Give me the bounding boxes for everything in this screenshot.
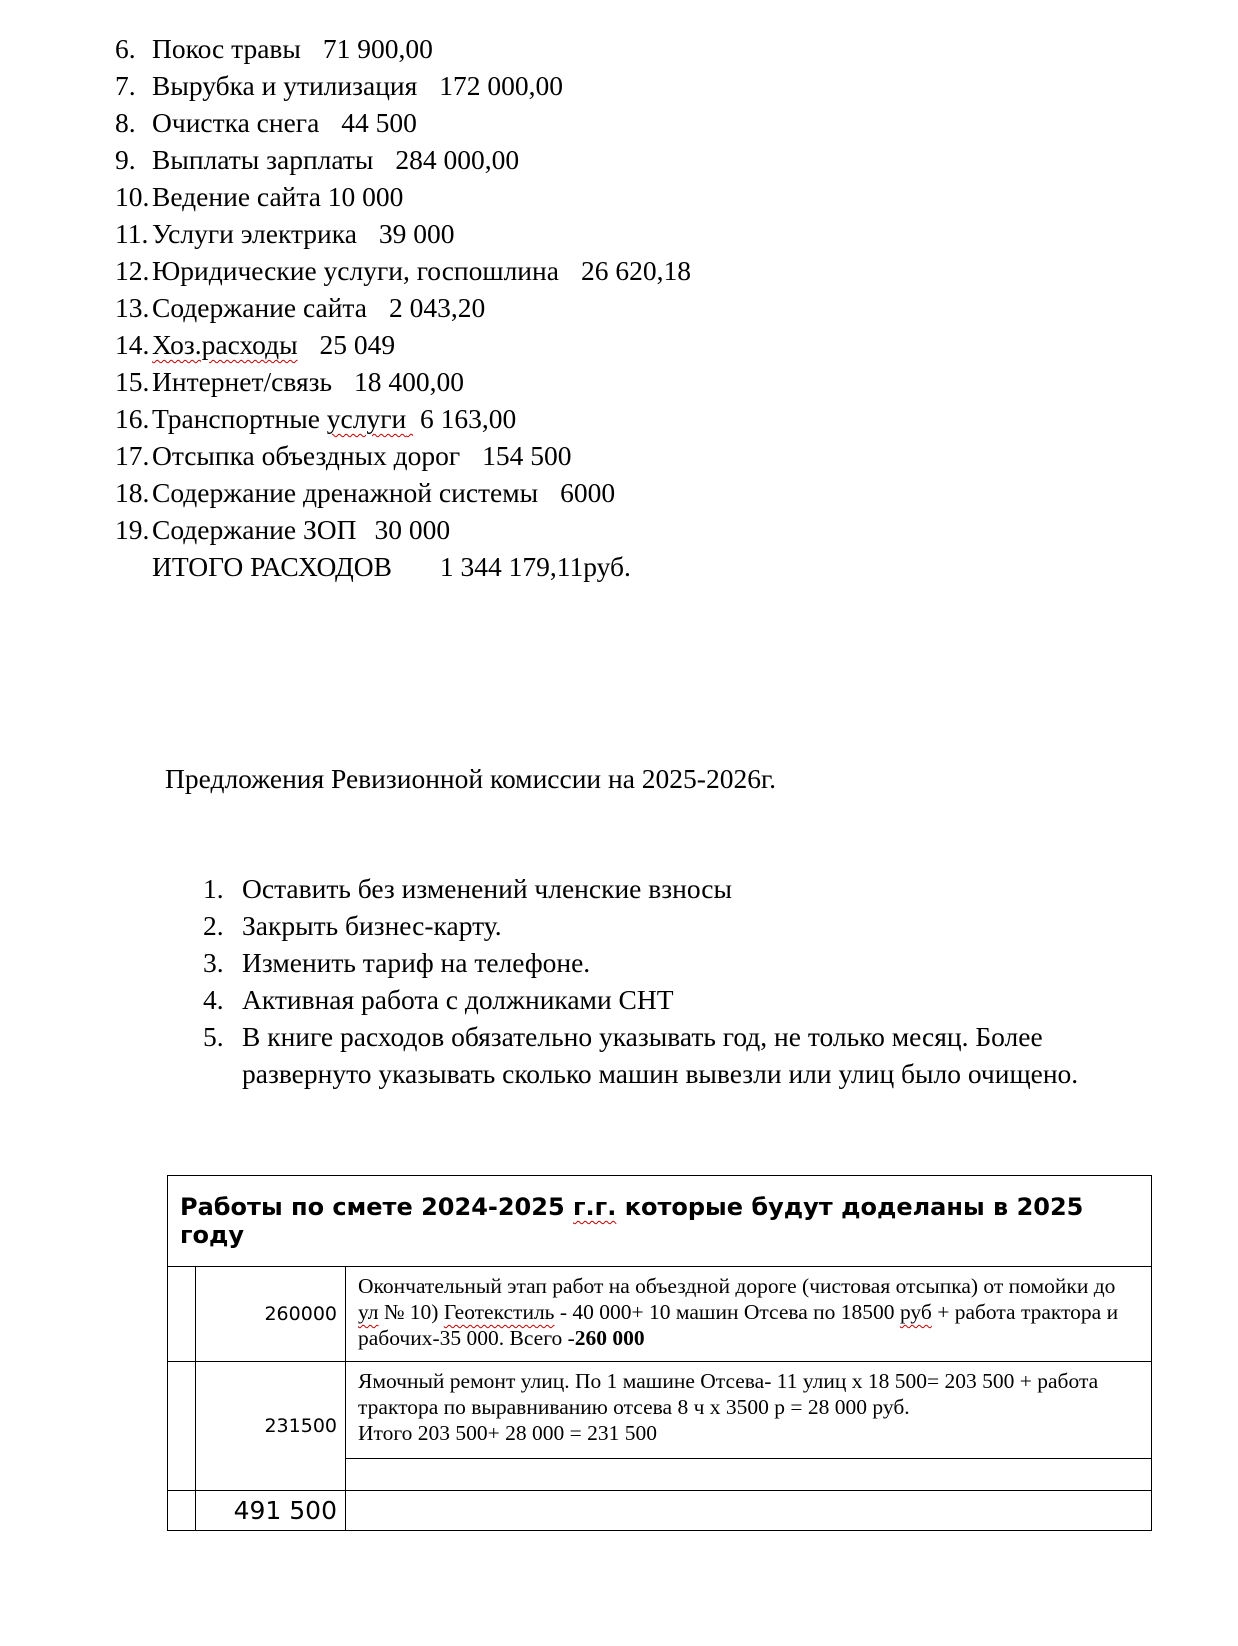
expense-item: 15.Интернет/связь 18 400,00 xyxy=(115,366,465,397)
works-table xyxy=(167,1175,1152,1531)
expense-label: Ведение сайта xyxy=(152,181,321,212)
expense-amount: 10 000 xyxy=(327,181,404,212)
works-table-header-row xyxy=(168,1176,1152,1267)
proposal-item: 3. Изменить тариф на телефоне. xyxy=(203,947,591,978)
table-total-row xyxy=(168,1491,1152,1531)
row-description: Окончательный этап работ на объездной дороге (чистовая отсыпка) от помойки до ул № 10) Геотекстиль - 40 000+ 10 машин Отсева по 18500 руб + работа трактора и рабочих-35 000. Всего -260 000 xyxy=(346,1267,1152,1362)
expense-item: 9. Выплаты зарплаты 284 000,00 xyxy=(115,144,520,175)
expense-label: Услуги электрика xyxy=(152,218,357,249)
expense-item: 7. Вырубка и утилизация 172 000,00 xyxy=(115,70,564,101)
proposal-item: 4. Активная работа с должниками СНТ xyxy=(203,984,674,1015)
row-sum: 260000 xyxy=(196,1267,346,1362)
proposal-item: 1. Оставить без изменений членские взносы xyxy=(203,873,732,904)
expense-total-amount: 1 344 179,11руб. xyxy=(439,551,631,582)
proposals-list xyxy=(203,870,1163,1092)
expense-amount: 6000 xyxy=(560,477,616,508)
expense-item: 11. Услуги электрика 39 000 xyxy=(115,218,455,249)
expense-amount: 284 000,00 xyxy=(395,144,520,175)
expense-total-label: ИТОГО РАСХОДОВ xyxy=(152,551,392,582)
expense-label: Содержание сайта xyxy=(152,292,367,323)
expense-item: 18.Содержание дренажной системы 6000 xyxy=(115,477,616,508)
expense-list xyxy=(115,30,691,585)
expense-amount: 44 500 xyxy=(341,107,417,138)
expense-item: 16.Транспортные услуги 6 163,00 xyxy=(115,403,517,434)
blank-cell xyxy=(346,1459,1152,1491)
expense-label: Юридические услуги, госпошлина xyxy=(152,255,559,286)
expense-amount: 30 000 xyxy=(374,514,451,545)
expense-item: 13.Содержание сайта 2 043,20 xyxy=(115,292,486,323)
works-total: 491 500 xyxy=(196,1491,346,1531)
expense-label-underlined: услуги xyxy=(326,403,407,434)
expense-item: 14.Хоз.расходы 25 049 xyxy=(115,329,396,360)
expense-label: Содержание дренажной системы xyxy=(152,477,539,508)
expense-label: Покос травы xyxy=(152,33,301,64)
expense-amount: 2 043,20 xyxy=(389,292,486,323)
expense-label: Отсыпка объездных дорог xyxy=(152,440,461,471)
expense-amount: 25 049 xyxy=(319,329,396,360)
expense-amount: 26 620,18 xyxy=(580,255,691,286)
expense-amount: 39 000 xyxy=(378,218,455,249)
expense-label: Содержание ЗОП xyxy=(152,514,357,545)
expense-item: 6. Покос травы 71 900,00 xyxy=(115,33,433,64)
proposals-title: Предложения Ревизионной комиссии на 2025-2026г. xyxy=(165,763,777,794)
proposal-item: 2. Закрыть бизнес-карту. xyxy=(203,910,502,941)
row-sum: 231500 xyxy=(196,1362,346,1491)
expense-amount: 71 900,00 xyxy=(322,33,433,64)
blank-cell xyxy=(168,1491,196,1531)
expense-label: Транспортные xyxy=(152,403,320,434)
works-table-title: Работы по смете 2024-2025 г.г. которые будут доделаны в 2025 году xyxy=(168,1176,1152,1267)
expense-amount: 172 000,00 xyxy=(439,70,564,101)
expense-total xyxy=(115,548,691,585)
expense-item: 8. Очистка снега 44 500 xyxy=(115,107,417,138)
blank-cell xyxy=(346,1491,1152,1531)
row-description: Ямочный ремонт улиц. По 1 машине Отсева- 11 улиц х 18 500= 203 500 + работа трактора по выравниванию отсева 8 ч х 3500 р = 28 000 руб. Итого 203 500+ 28 000 = 231 500 xyxy=(346,1362,1152,1459)
expense-item: 12.Юридические услуги, госпошлина 26 620,18 xyxy=(115,255,691,286)
expense-item: 17.Отсыпка объездных дорог 154 500 xyxy=(115,440,572,471)
expense-amount: 6 163,00 xyxy=(419,403,517,434)
table-row xyxy=(168,1362,1152,1459)
expense-label: Очистка снега xyxy=(152,107,320,138)
expense-label: Интернет/связь xyxy=(152,366,333,397)
proposal-item: 5. В книге расходов обязательно указывать год, не только месяц. Более развернуто указывать сколько машин вывезли или улиц было очищено. xyxy=(203,1021,1079,1089)
table-row xyxy=(168,1267,1152,1362)
expense-label: Выплаты зарплаты xyxy=(152,144,374,175)
expense-item: 19.Содержание ЗОП 30 000 xyxy=(115,514,451,545)
expense-amount: 18 400,00 xyxy=(354,366,465,397)
blank-cell xyxy=(168,1267,196,1362)
expense-item: 10.Ведение сайта 10 000 xyxy=(115,181,404,212)
expense-label: Хоз.расходы xyxy=(152,329,298,360)
blank-cell xyxy=(168,1362,196,1491)
expense-amount: 154 500 xyxy=(482,440,572,471)
expense-label: Вырубка и утилизация xyxy=(152,70,418,101)
